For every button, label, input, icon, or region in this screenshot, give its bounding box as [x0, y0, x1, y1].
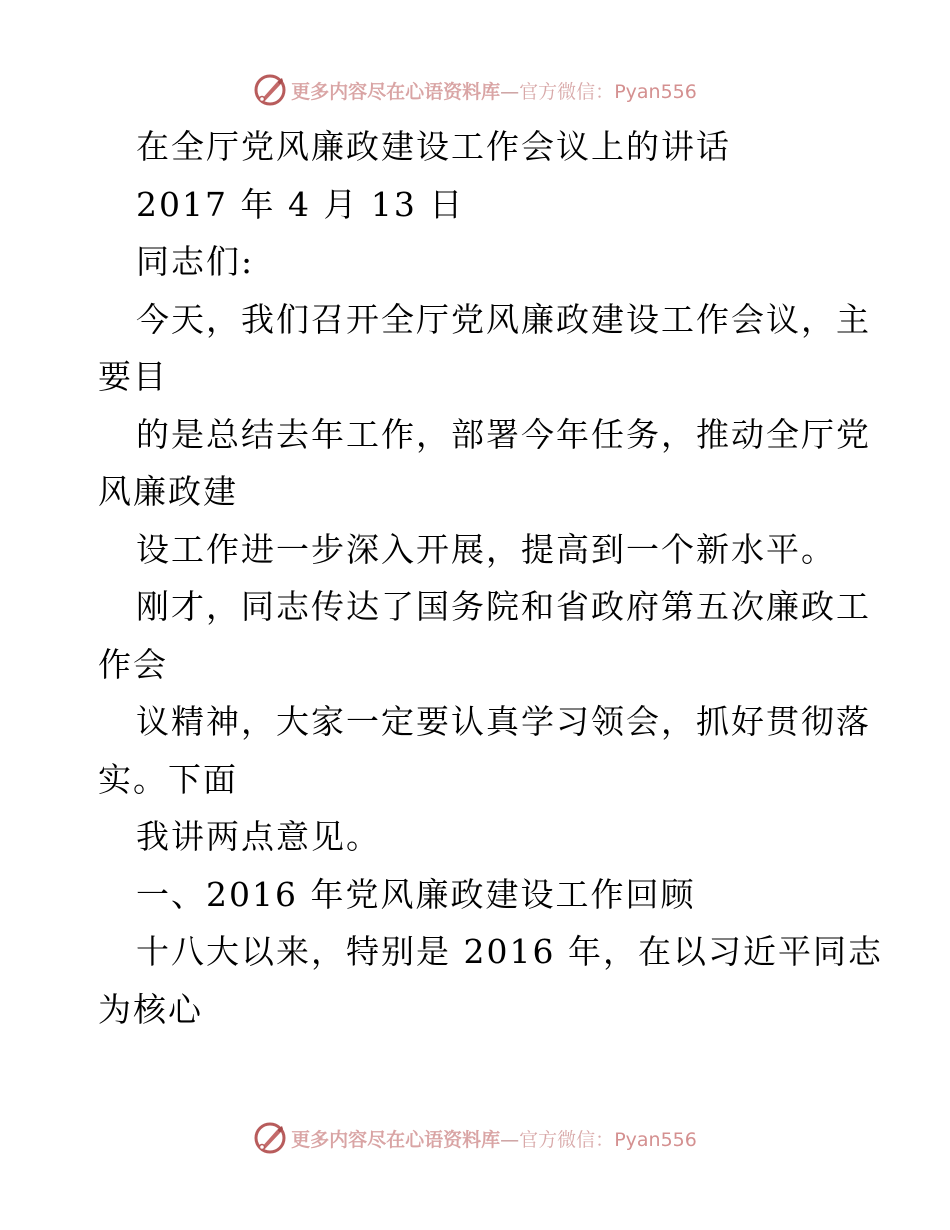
text-line: 十八大以来，特别是 2016 年，在以习近平同志: [136, 932, 883, 971]
header-watermark: [0, 70, 950, 110]
text-line: 议精神，大家一定要认真学习领会，抓好贯彻落: [136, 702, 871, 741]
text-line: 一、2016 年党风廉政建设工作回顾: [136, 874, 696, 914]
text-line: 的是总结去年工作，部署今年任务，推动全厅党: [136, 414, 871, 454]
watermark-wechat-label: 官方微信：: [519, 80, 615, 103]
text-line: 2017 年 4 月 13 日: [136, 184, 465, 224]
text-line: 作会: [98, 644, 168, 684]
watermark-main-text: 更多内容尽在心语资料库: [291, 1128, 501, 1151]
text-line: 风廉政建: [98, 472, 238, 511]
text-line: 刚才，同志传达了国务院和省政府第五次廉政工: [136, 587, 871, 626]
pen-seal-logo-icon: [253, 1121, 287, 1155]
watermark-dash: —: [500, 1128, 520, 1151]
watermark-wechat-id: Pyan556: [614, 80, 697, 103]
text-line: 为核心: [98, 989, 203, 1029]
text-line: 同志们:: [136, 242, 255, 281]
text-line: 今天，我们召开全厅党风廉政建设工作会议，主: [136, 299, 871, 339]
document-body: [98, 118, 883, 1038]
watermark-wechat-label: 官方微信：: [519, 1128, 615, 1151]
text-line: 我讲两点意见。: [136, 817, 381, 856]
watermark-dash: —: [500, 80, 520, 103]
footer-watermark: [0, 1118, 950, 1158]
text-line: 设工作进一步深入开展，提高到一个新水平。: [136, 529, 836, 569]
watermark-main-text: 更多内容尽在心语资料库: [291, 80, 501, 103]
text-line: 实。下面: [98, 759, 238, 799]
pen-seal-logo-icon: [253, 73, 287, 107]
text-line: 要目: [98, 357, 168, 396]
watermark-wechat-id: Pyan556: [614, 1128, 697, 1151]
text-line: 在全厅党风廉政建设工作会议上的讲话: [136, 127, 731, 166]
